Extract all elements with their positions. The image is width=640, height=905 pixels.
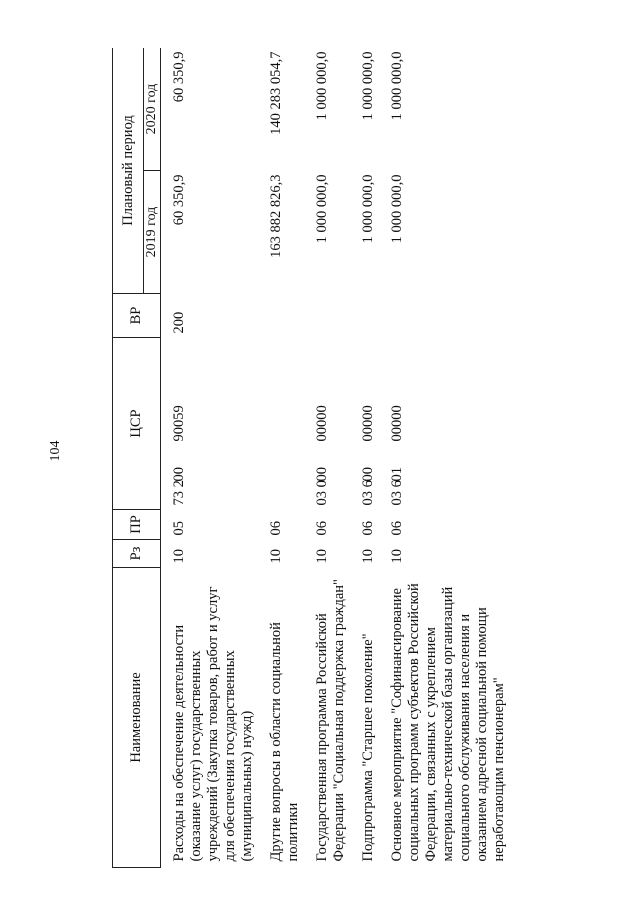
row-name: Подпрограмма "Старшее поколение" [360, 633, 376, 862]
row-csr [379, 338, 510, 510]
row-csr-event: 01 [389, 467, 405, 482]
row-2019: 1 000 000,0 [389, 174, 405, 244]
row-csr-program: 73 2 [171, 480, 187, 506]
row-csr-program: 03 0 [314, 480, 330, 506]
row-name: Расходы на обеспечение деятельности (оказание услуг) государственных учреждений (Закупка товаров, работ и услуг для обеспечения государственных (муниципальных) нужд) [171, 586, 255, 862]
header-planning-period: Плановый период [113, 48, 144, 294]
row-2020: 1 000 000,0 [314, 51, 330, 121]
rotated-table-container [112, 48, 522, 868]
row-csr-program: 03 6 [360, 480, 376, 506]
table-row [350, 48, 379, 868]
table-header [113, 48, 161, 868]
row-csr-event: 00 [171, 467, 187, 482]
row-2019: 1 000 000,0 [314, 174, 330, 244]
row-csr [304, 338, 350, 510]
row-2020: 60 350,9 [171, 51, 187, 103]
row-vr [258, 294, 304, 338]
row-csr [258, 338, 304, 510]
row-rz: 10 [389, 549, 405, 564]
row-2020: 140 283 054,7 [268, 51, 284, 135]
row-2020: 1 000 000,0 [360, 51, 376, 121]
row-vr [379, 294, 510, 338]
row-pr: 05 [171, 521, 187, 536]
row-csr [161, 338, 259, 510]
page-number: 104 [48, 440, 63, 462]
header-csr: ЦСР [113, 338, 161, 510]
row-csr-direction: 90059 [171, 405, 187, 442]
table-row [304, 48, 350, 868]
table-row [161, 48, 259, 868]
row-vr [350, 294, 379, 338]
row-rz: 10 [268, 549, 284, 564]
row-2019: 163 882 826,3 [268, 174, 284, 258]
header-name: Наименование [113, 568, 161, 868]
row-rz: 10 [314, 549, 330, 564]
row-pr: 06 [389, 521, 405, 536]
row-vr [304, 294, 350, 338]
header-pr: ПР [113, 510, 161, 540]
table-body [161, 48, 511, 868]
row-vr: 200 [171, 311, 187, 334]
row-pr: 06 [314, 521, 330, 536]
row-csr-direction: 00000 [314, 405, 330, 442]
row-pr: 06 [360, 521, 376, 536]
header-year-2020: 2020 год [144, 48, 161, 171]
row-2019: 60 350,9 [171, 174, 187, 226]
row-csr-event: 00 [360, 467, 376, 482]
row-csr-direction: 00000 [360, 405, 376, 442]
row-name: Государственная программа Российской Федерации "Социальная поддержка граждан" [314, 579, 347, 862]
table-row [379, 48, 510, 868]
header-year-2019: 2019 год [144, 171, 161, 294]
table-row [258, 48, 304, 868]
row-pr: 06 [268, 521, 284, 536]
row-csr-program: 03 6 [389, 480, 405, 506]
budget-table [112, 48, 510, 868]
row-name: Основное мероприятие "Софинансирование социальных программ субъектов Российской Федерации, связанных с укреплением материально-технической базы организаций социального обслуживания населения и оказанием адресной социальной помощи неработающим пенсионерам" [389, 583, 507, 862]
row-2019: 1 000 000,0 [360, 174, 376, 244]
header-vr: ВР [113, 294, 161, 338]
budget-table-sheet [112, 48, 522, 868]
row-csr-event: 00 [314, 467, 330, 482]
row-rz: 10 [171, 549, 187, 564]
row-csr [350, 338, 379, 510]
row-2020: 1 000 000,0 [389, 51, 405, 121]
row-rz: 10 [360, 549, 376, 564]
header-rz: Рз [113, 540, 161, 568]
row-name: Другие вопросы в области социальной политики [268, 622, 301, 862]
row-csr-direction: 00000 [389, 405, 405, 442]
